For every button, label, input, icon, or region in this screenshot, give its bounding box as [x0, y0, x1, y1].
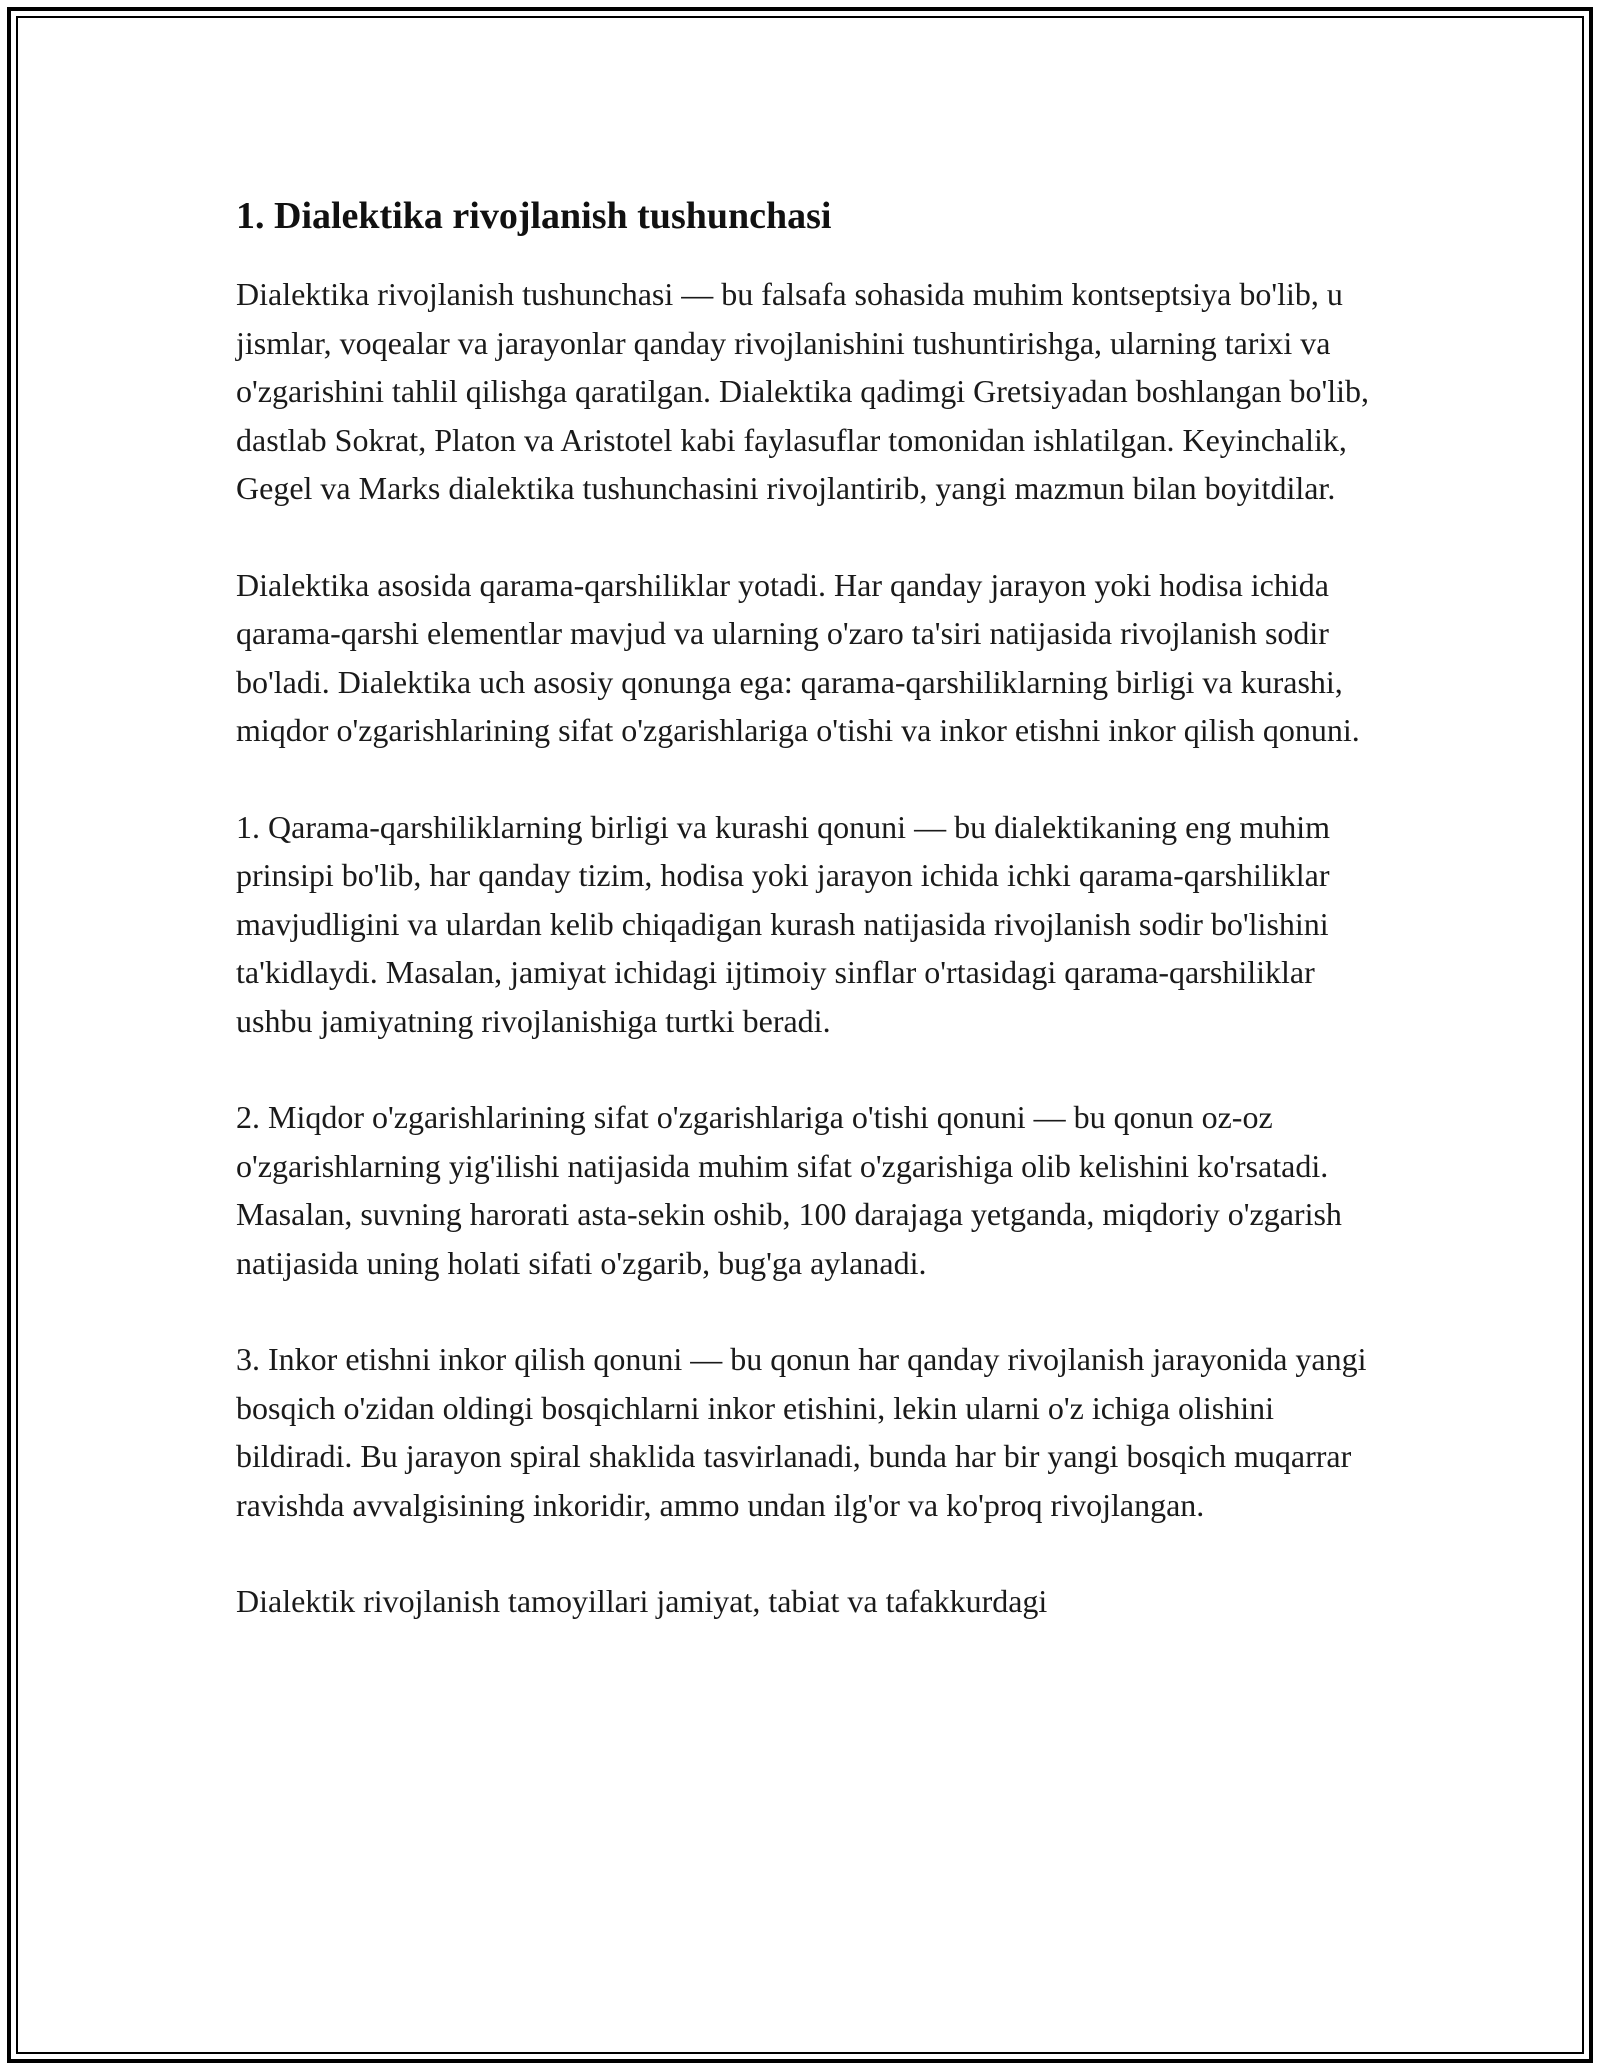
- paragraph-conclusion: Dialektik rivojlanish tamoyillari jamiyat, tabiat va tafakkurdagi: [236, 1583, 1048, 1619]
- paragraph-intro: Dialektika rivojlanish tushunchasi — bu falsafa sohasida muhim kontseptsiya bo'lib, u jismlar, voqealar va jarayonlar qanday rivojlanishini tushuntirishga, ularning tarixi va o'zgarishini tahlil qilishga qaratilgan. Dialektika qadimgi Gretsiyadan boshlangan bo'lib, dastlab Sokrat, Platon va Aristotel kabi faylasuflar tomonidan ishlatilgan. Keyinchalik, Gegel va Marks dialektika tushunchasini rivojlantirib, yangi mazmun bilan boyitdilar.: [236, 276, 1370, 506]
- document-body: [236, 184, 1376, 1674]
- paragraph-law-unity: 1. Qarama-qarshiliklarning birligi va kurashi qonuni — bu dialektikaning eng muhim prinsipi bo'lib, har qanday tizim, hodisa yoki jarayon ichida ichki qarama-qarshiliklar mavjudligini va ulardan kelib chiqadigan kurash natijasida rivojlanish sodir bo'lishini ta'kidlaydi. Masalan, jamiyat ichidagi ijtimoiy sinflar o'rtasidagi qarama-qarshiliklar ushbu jamiyatning rivojlanishiga turtki beradi.: [236, 808, 1330, 1039]
- paragraph-contradictions: Dialektika asosida qarama-qarshiliklar yotadi. Har qanday jarayon yoki hodisa ichida qarama-qarshi elementlar mavjud va ularning o'zaro ta'siri natijasida rivojlanish sodir bo'ladi. Dialektika uch asosiy qonunga ega: qarama-qarshiliklarning birligi va kurashi, miqdor o'zgarishlarining sifat o'zgarishlariga o'tishi va inkor etishni inkor qilish qonuni.: [236, 566, 1360, 748]
- paragraph-law-quantity-quality: 2. Miqdor o'zgarishlarining sifat o'zgarishlariga o'tishi qonuni — bu qonun oz-oz o'zgarishlarning yig'ilishi natijasida muhim sifat o'zgarishiga olib kelishini ko'rsatadi. Masalan, suvning harorati asta-sekin oshib, 100 darajaga yetganda, miqdoriy o'zgarish natijasida uning holati sifati o'zgarib, bug'ga aylanadi.: [236, 1099, 1342, 1281]
- section-heading: 1. Dialektika rivojlanish tushunchasi: [236, 195, 832, 237]
- paragraph-law-negation: 3. Inkor etishni inkor qilish qonuni — bu qonun har qanday rivojlanish jarayonida yangi bosqich o'zidan oldingi bosqichlarni inkor etishini, lekin ularni o'z ichiga olishini bildiradi. Bu jarayon spiral shaklida tasvirlanadi, bunda har bir yangi bosqich muqarrar ravishda avvalgisining inkoridir, ammo undan ilg'or va ko'proq rivojlangan.: [236, 1341, 1367, 1523]
